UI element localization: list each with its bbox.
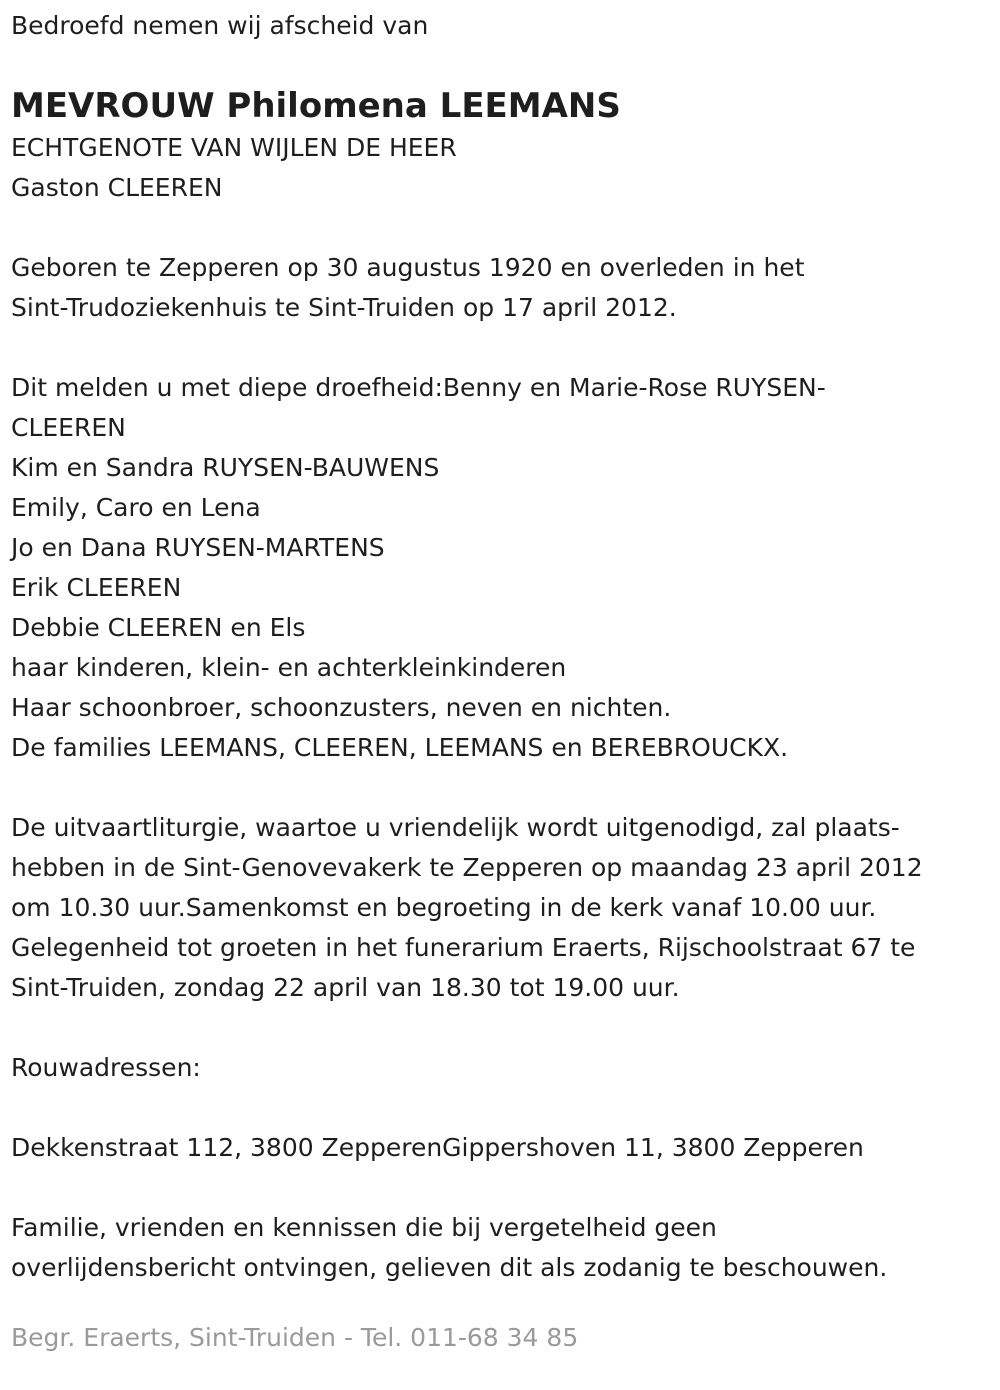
addresses-label: Rouwadressen: [11, 1053, 201, 1082]
family-line: Jo en Dana RUYSEN-MARTENS [11, 533, 385, 562]
birth-death-line: Sint-Trudoziekenhuis te Sint-Truiden op 17 april 2012. [11, 293, 677, 322]
closing-paragraph [11, 1208, 1000, 1288]
spacer [11, 1168, 1000, 1208]
family-line: Debbie CLEEREN en Els [11, 613, 306, 642]
funeral-line: Gelegenheid tot groeten in het funerarium Eraerts, Rijschoolstraat 67 te [11, 933, 916, 962]
family-line: De families LEEMANS, CLEEREN, LEEMANS en BEREBROUCKX. [11, 733, 789, 762]
family-paragraph [11, 368, 1000, 768]
spacer [11, 1008, 1000, 1048]
family-line: Kim en Sandra RUYSEN-BAUWENS [11, 453, 440, 482]
family-line: haar kinderen, klein- en achterkleinkinderen [11, 653, 567, 682]
birth-death-line: Geboren te Zepperen op 30 augustus 1920 en overleden in het [11, 253, 805, 282]
intro-text: Bedroefd nemen wij afscheid van [11, 11, 429, 40]
funeral-home-footer: Begr. Eraerts, Sint-Truiden - Tel. 011-68 34 85 [11, 1323, 579, 1352]
spacer [11, 768, 1000, 808]
funeral-line: hebben in de Sint-Genovevakerk te Zepperen op maandag 23 april 2012 [11, 853, 923, 882]
funeral-paragraph [11, 808, 1000, 1008]
birth-death-paragraph [11, 248, 1000, 328]
family-line: Haar schoonbroer, schoonzusters, neven en nichten. [11, 693, 672, 722]
spouse-line-1: ECHTGENOTE VAN WIJLEN DE HEER [11, 133, 457, 162]
family-line: Emily, Caro en Lena [11, 493, 261, 522]
closing-line: Familie, vrienden en kennissen die bij vergetelheid geen [11, 1213, 717, 1242]
spacer [11, 208, 1000, 248]
closing-line: overlijdensbericht ontvingen, gelieven dit als zodanig te beschouwen. [11, 1253, 888, 1282]
funeral-line: De uitvaartliturgie, waartoe u vriendelijk wordt uitgenodigd, zal plaats- [11, 813, 900, 842]
funeral-line: om 10.30 uur.Samenkomst en begroeting in de kerk vanaf 10.00 uur. [11, 893, 877, 922]
spouse-line-2: Gaston CLEEREN [11, 173, 223, 202]
spacer [11, 328, 1000, 368]
family-line: Erik CLEEREN [11, 573, 182, 602]
spacer [11, 1088, 1000, 1128]
family-line: CLEEREN [11, 413, 126, 442]
addresses-line: Dekkenstraat 112, 3800 ZepperenGippershoven 11, 3800 Zepperen [11, 1133, 864, 1162]
deceased-name: MEVROUW Philomena LEEMANS [11, 86, 621, 126]
funeral-line: Sint-Truiden, zondag 22 april van 18.30 tot 19.00 uur. [11, 973, 680, 1002]
family-line: Dit melden u met diepe droefheid:Benny en Marie-Rose RUYSEN- [11, 373, 826, 402]
